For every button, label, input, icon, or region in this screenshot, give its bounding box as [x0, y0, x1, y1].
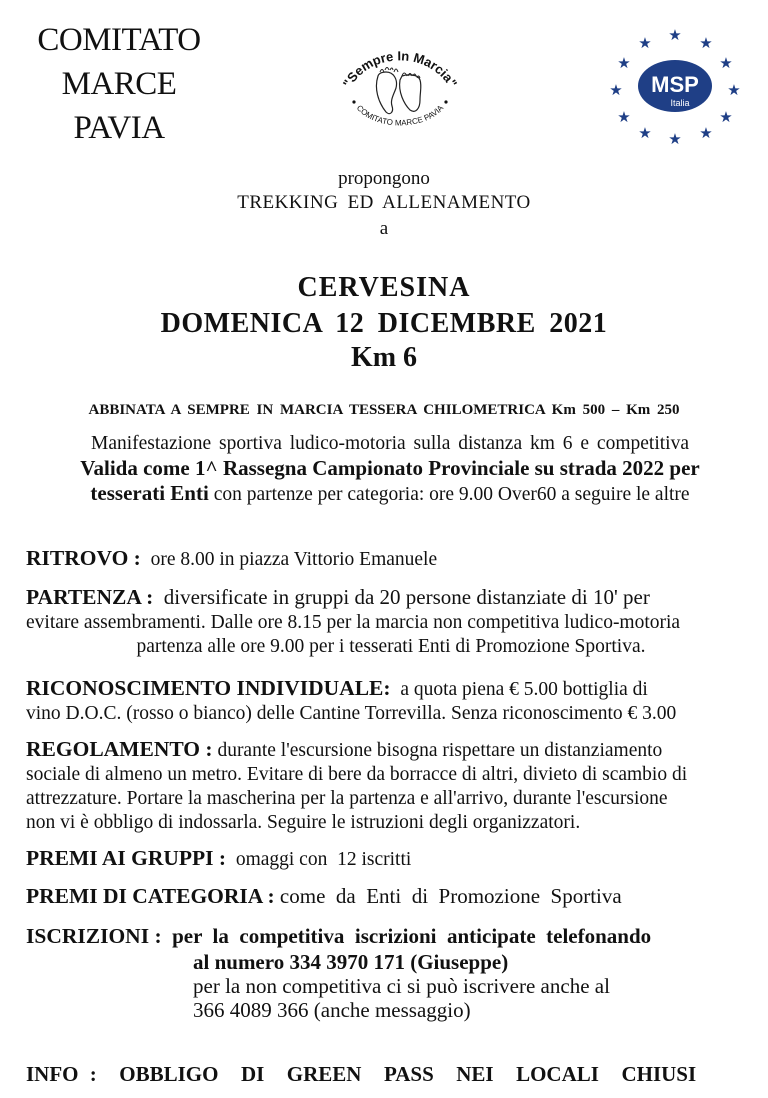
svg-text:Italia: Italia: [670, 98, 690, 108]
section-label: RICONOSCIMENTO INDIVIDUALE:: [26, 676, 391, 700]
section-label: ISCRIZIONI :: [26, 924, 162, 948]
section-text: durante l'escursione bisogna rispettare un distanziamento: [212, 740, 663, 761]
svg-text:★: ★: [617, 54, 631, 72]
svg-text:MSP: MSP: [651, 72, 699, 97]
section-text: attrezzature. Portare la mascherina per la partenza e all'arrivo, durante l'escursione: [26, 788, 668, 809]
sempre-in-marcia-feet-icon: [330, 36, 470, 136]
organizer-name: [24, 18, 214, 150]
section-text: non vi è obbligo di indossarla. Seguire le istruzioni degli organizzatori.: [26, 812, 581, 833]
section-text: evitare assembramenti. Dalle ore 8.15 per la marcia non competitiva ludico-motoria: [26, 612, 681, 633]
section-text: sociale di almeno un metro. Evitare di bere da borracce di altri, divieto di scambio di: [26, 764, 688, 785]
description-line: Manifestazione sportiva ludico-motoria sulla distanza km 6 e competitiva: [90, 433, 689, 454]
svg-text:★: ★: [609, 81, 623, 99]
section-text: ore 8.00 in piazza Vittorio Emanuele: [140, 549, 438, 570]
section-label: PREMI AI GRUPPI :: [26, 846, 227, 870]
event-date: DOMENICA 12 DICEMBRE 2021: [160, 308, 608, 339]
organizer-name-line: PAVIA: [73, 110, 165, 146]
section-text: omaggi con 12 iscritti: [226, 849, 412, 870]
svg-text:★: ★: [727, 81, 741, 99]
intro-proposal: propongono: [338, 168, 430, 189]
section-text: partenza alle ore 9.00 per i tesserati Enti di Promozione Sportiva.: [136, 636, 646, 657]
description-rest: con partenze per categoria: ore 9.00 Over60 a seguire le altre: [208, 484, 690, 505]
section-text: per la competitiva iscrizioni anticipate telefonando: [161, 924, 652, 948]
svg-text:★: ★: [668, 130, 682, 146]
section-partenza: [26, 585, 756, 659]
msp-italia-logo: [600, 18, 750, 146]
section-premi-categoria: [26, 884, 756, 910]
section-ritrovo: [26, 546, 756, 572]
section-text: per la non competitiva ci si può iscrivere anche al: [193, 974, 610, 998]
event-distance: Km 6: [350, 342, 418, 373]
section-riconoscimento: [26, 676, 756, 726]
phone-number-text: al numero 334 3970 171 (Giuseppe): [193, 950, 509, 974]
svg-text:COMITATO MARCE PAVIA: COMITATO MARCE PAVIA: [354, 103, 446, 128]
section-regolamento: [26, 737, 756, 835]
section-text: a quota piena € 5.00 bottiglia di: [390, 679, 648, 700]
abbinata-note: ABBINATA A SEMPRE IN MARCIA TESSERA CHILOMETRICA Km 500 – Km 250: [88, 402, 680, 418]
intro-event-type: TREKKING ED ALLENAMENTO: [237, 192, 531, 213]
section-text: diversificate in gruppi da 20 persone distanziate di 10' per: [153, 585, 650, 609]
section-text: come da Enti di Promozione Sportiva: [274, 884, 622, 908]
info-green-pass: INFO : OBBLIGO DI GREEN PASS NEI LOCALI CHIUSI: [26, 1062, 697, 1086]
section-label: RITROVO :: [26, 546, 141, 570]
svg-text:★: ★: [668, 26, 682, 44]
section-label: REGOLAMENTO :: [26, 737, 213, 761]
description-line: [20, 481, 760, 507]
event-place: CERVESINA: [297, 272, 471, 303]
svg-text:★: ★: [719, 54, 733, 72]
sempre-in-marcia-logo: [330, 36, 470, 136]
section-label: PREMI DI CATEGORIA :: [26, 884, 275, 908]
msp-italia-stars-icon: [600, 18, 750, 146]
svg-text:★: ★: [699, 34, 713, 52]
section-iscrizioni: [26, 924, 756, 1022]
svg-text:★: ★: [617, 108, 631, 126]
section-text: vino D.O.C. (rosso o bianco) delle Cantine Torrevilla. Senza riconoscimento € 3.00: [26, 703, 677, 724]
svg-text:★: ★: [699, 124, 713, 142]
phone-number-text: 366 4089 366 (anche messaggio): [193, 998, 471, 1022]
svg-text:★: ★: [638, 124, 652, 142]
organizer-name-line: MARCE: [61, 66, 177, 102]
organizer-name-line: COMITATO: [37, 22, 201, 58]
description-bold: tesserati Enti: [90, 481, 209, 505]
svg-text:★: ★: [638, 34, 652, 52]
svg-text:"Sempre In Marcia": "Sempre In Marcia": [339, 48, 461, 91]
description-championship: Valida come 1^ Rassegna Campionato Provinciale su strada 2022 per: [80, 456, 700, 480]
section-premi-gruppi: [26, 846, 756, 872]
svg-text:★: ★: [719, 108, 733, 126]
intro-preposition: a: [379, 218, 389, 239]
section-label: PARTENZA :: [26, 585, 154, 609]
